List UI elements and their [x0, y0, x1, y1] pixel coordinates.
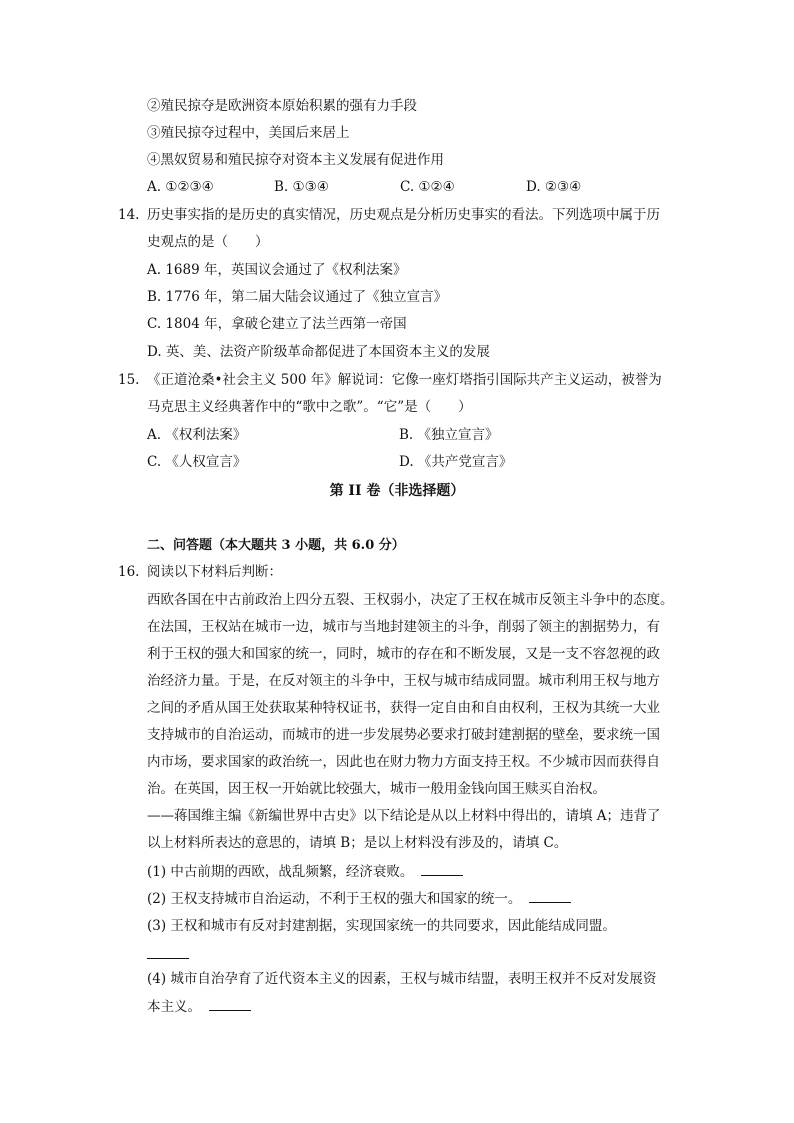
q16-material-line: 内市场，要求国家的政治统一，因此也在财力物力方面支持王权。不少城市因而获得自	[147, 754, 660, 770]
q16-item-4	[147, 996, 251, 1017]
q15-option-c[interactable]: C. 《人权宣言》	[147, 454, 247, 470]
q16-item-2-text: (2) 王权支持城市自治运动，不利于王权的强大和国家的统一。	[147, 891, 522, 907]
q15-option-d[interactable]: D. 《共产党宣言》	[399, 454, 513, 470]
q16-item-1-text: (1) 中古前期的西欧，战乱频繁，经济衰败。	[147, 864, 414, 880]
q15-stem-line1: 《正道沧桑•社会主义 500 年》解说词：它像一座灯塔指引国际共产主义运动，被誉为	[147, 372, 662, 388]
q16-material-line: 治经济力量。于是，在反对领主的斗争中，王权与城市结成同盟。城市利用王权与地方	[147, 673, 660, 689]
q16-item-2	[147, 888, 571, 909]
answer-blank-1[interactable]	[421, 861, 463, 876]
q15-option-b[interactable]: B. 《独立宣言》	[399, 427, 499, 443]
q14-option-d[interactable]: D. 英、美、法资产阶级革命都促进了本国资本主义的发展	[147, 344, 490, 360]
part-2-heading: 二、问答题（本大题共 3 小题，共 6.0 分）	[147, 538, 405, 553]
q16-source-line1: ——蒋国维主编《新编世界中古史》以下结论是从以上材料中得出的，请填 A；违背了	[147, 808, 661, 824]
q15-option-a[interactable]: A. 《权利法案》	[147, 427, 247, 443]
q13-statement-3: ③殖民掠夺过程中，美国后来居上	[147, 125, 350, 141]
q16-material-line: 支持城市的自治运动，而城市的进一步发展势必要求打破封建割据的壁垒，要求统一国	[147, 727, 660, 743]
q16-material-line: 治。在英国，因王权一开始就比较强大，城市一般用金钱向国王赎买自治权。	[147, 781, 606, 797]
q16-material-line: 在法国，王权站在城市一边，城市与当地封建领主的斗争，削弱了领主的割据势力，有	[147, 619, 660, 635]
q16-material-line: 之间的矛盾从国王处获取某种特权证书，获得一定自由和自由权利，王权为其统一大业	[147, 700, 660, 716]
q14-stem-line2: 史观点的是（ ）	[147, 234, 269, 250]
q13-option-d[interactable]: D. ②③④	[526, 179, 582, 195]
answer-blank-2[interactable]	[529, 888, 571, 903]
q15-stem-line2: 马克思主义经典著作中的“歌中之歌”。“它”是（ ）	[147, 399, 472, 415]
q14-option-a[interactable]: A. 1689 年，英国议会通过了《权利法案》	[147, 262, 407, 278]
q13-statement-2: ②殖民掠夺是欧洲资本原始积累的强有力手段	[147, 98, 417, 114]
q16-material-line: 利于王权的强大和国家的统一，同时，城市的存在和不断发展，又是一支不容忽视的政	[147, 646, 660, 662]
q16-material-line: 西欧各国在中古前政治上四分五裂、王权弱小，决定了王权在城市反领主斗争中的态度。	[147, 592, 674, 608]
q16-item-4-text: (4) 城市自治孕育了近代资本主义的因素，王权与城市结盟，表明王权并不反对发展资	[147, 971, 657, 987]
q16-item-1	[147, 861, 463, 882]
q14-number: 14.	[118, 207, 140, 223]
q13-option-a[interactable]: A. ①②③④	[147, 179, 214, 195]
q14-stem-line1: 历史事实指的是历史的真实情况，历史观点是分析历史事实的看法。下列选项中属于历	[147, 207, 660, 223]
q16-item-3-text: (3) 王权和城市有反对封建割据，实现国家统一的共同要求，因此能结成同盟。	[147, 918, 616, 934]
q13-option-b[interactable]: B. ①③④	[274, 179, 329, 195]
q15-number: 15.	[118, 372, 140, 388]
q16-item-4-tail: 本主义。	[147, 999, 201, 1015]
q13-statement-4: ④黑奴贸易和殖民掠夺对资本主义发展有促进作用	[147, 152, 444, 168]
q13-option-c[interactable]: C. ①②④	[400, 179, 455, 195]
answer-blank-4[interactable]	[209, 996, 251, 1011]
q14-option-c[interactable]: C. 1804 年，拿破仑建立了法兰西第一帝国	[147, 316, 407, 332]
section-2-title: 第 II 卷（非选择题）	[329, 483, 465, 499]
q14-option-b[interactable]: B. 1776 年，第二届大陆会议通过了《独立宣言》	[147, 289, 448, 305]
q16-number: 16.	[118, 564, 140, 580]
answer-blank-3[interactable]	[147, 958, 189, 959]
q16-intro: 阅读以下材料后判断：	[147, 564, 282, 580]
q16-source-line2: 以上材料所表达的意思的，请填 B；是以上材料没有涉及的，请填 C。	[147, 835, 568, 851]
